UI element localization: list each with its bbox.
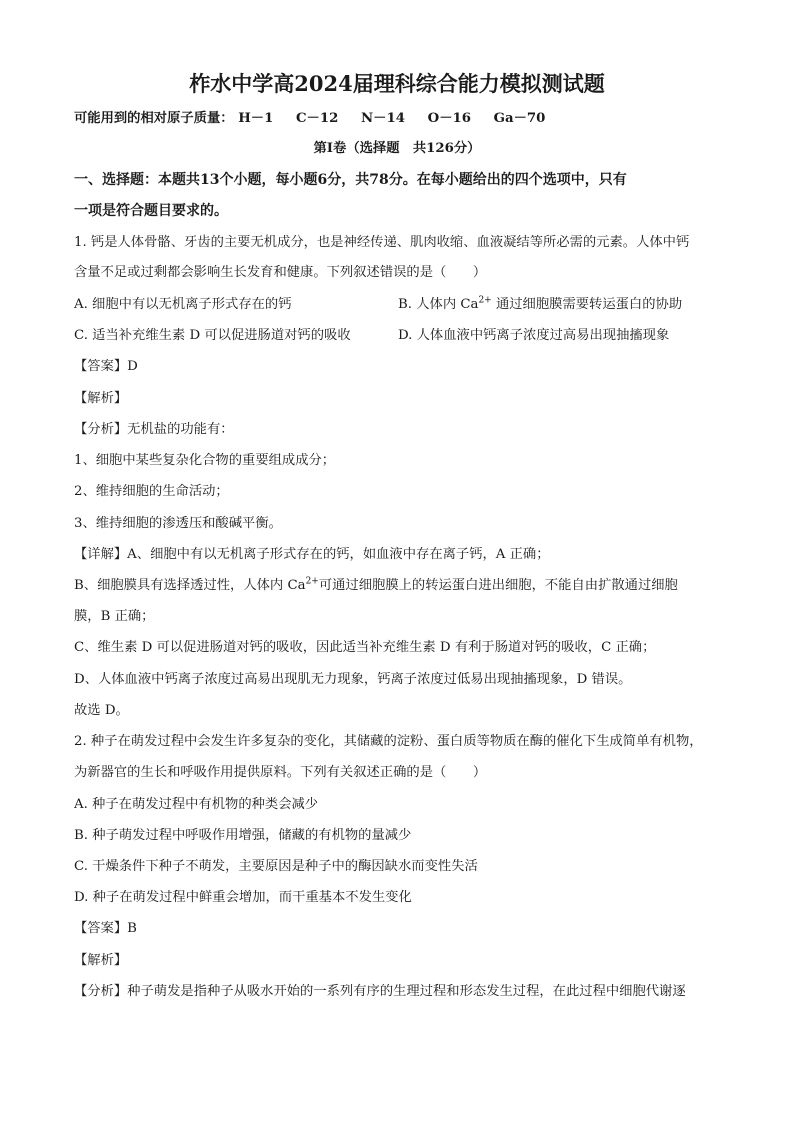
q1-detail-b-line-1: [74, 576, 734, 596]
section-title: 第Ⅰ卷（选择题 共126分）: [313, 141, 481, 156]
q1-option-a: A. 细胞中有以无机离子形式存在的钙: [74, 297, 292, 312]
q1-analysis-head: 【分析】无机盐的功能有：: [74, 422, 234, 437]
q2-analysis-head: 【分析】种子萌发是指种子从吸水开始的一系列有序的生理过程和形态发生过程，在此过程中细胞代谢逐: [74, 984, 686, 999]
q1-detail-b-pre: B、细胞膜具有选择透过性，人体内 Ca: [74, 578, 306, 593]
q2-option-a: A. 种子在萌发过程中有机物的种类会减少: [74, 797, 319, 812]
q1-conclusion: 故选 D。: [74, 703, 129, 718]
q1-option-b-text-pre: B. 人体内 Ca: [398, 297, 479, 312]
q2-option-d: D. 种子在萌发过程中鲜重会增加，而干重基本不发生变化: [74, 890, 412, 905]
q1-detail-d: D、人体血液中钙离子浓度过高易出现肌无力现象，钙离子浓度过低易出现抽搐现象，D 错误。: [74, 672, 632, 687]
atomic-mass-ga: Ga－70: [493, 111, 546, 126]
q2-stem-line-2: 为新器官的生长和呼吸作用提供原料。下列有关叙述正确的是（ ）: [74, 765, 487, 780]
q1-detail-c: C、维生素 D 可以促进肠道对钙的吸收，因此适当补充维生素 D 有利于肠道对钙的吸收，C 正确；: [74, 640, 656, 655]
atomic-mass-n: N－14: [361, 111, 405, 126]
atomic-masses-line: [74, 109, 734, 129]
q1-option-b-superscript: 2+: [478, 295, 492, 306]
q1-detail-b-superscript: 2+: [305, 576, 319, 587]
q1-point-2: 2、维持细胞的生命活动；: [74, 484, 229, 499]
q2-option-b: B. 种子萌发过程中呼吸作用增强，储藏的有机物的量减少: [74, 828, 412, 843]
q2-stem-line-1: 2. 种子在萌发过程中会发生许多复杂的变化，其储藏的淀粉、蛋白质等物质在酶的催化下生成简单有机物，: [74, 734, 703, 749]
q1-detail-b-line-2: 膜，B 正确；: [74, 609, 155, 624]
page-title: 柞水中学高2024届理科综合能力模拟测试题: [189, 71, 605, 96]
q1-detail-a: 【详解】A、细胞中有以无机离子形式存在的钙，如血液中存在离子钙，A 正确；: [74, 547, 550, 562]
q2-analysis-label: 【解析】: [74, 953, 128, 968]
q1-point-1: 1、细胞中某些复杂化合物的重要组成成分；: [74, 453, 336, 468]
instructions-line-2: 一项是符合题目要求的。: [74, 203, 228, 219]
q1-answer: 【答案】D: [74, 359, 138, 374]
q2-option-c: C. 干燥条件下种子不萌发，主要原因是种子中的酶因缺水而变性失活: [74, 859, 478, 874]
q1-point-3: 3、维持细胞的渗透压和酸碱平衡。: [74, 516, 282, 531]
q1-detail-b-post: 可通过细胞膜上的转运蛋白进出细胞，不能自由扩散通过细胞: [318, 578, 678, 593]
q1-option-b: [398, 295, 682, 315]
q1-analysis-label: 【解析】: [74, 391, 128, 406]
q1-stem-line-2: 含量不足或过剩都会影响生长发育和健康。下列叙述错误的是（ ）: [74, 265, 487, 280]
q2-answer: 【答案】B: [74, 921, 137, 936]
q1-option-b-text-post: 通过细胞膜需要转运蛋白的协助: [491, 297, 683, 312]
q1-option-c: C. 适当补充维生素 D 可以促进肠道对钙的吸收: [74, 328, 351, 343]
atomic-mass-c: C－12: [295, 111, 339, 126]
q1-option-d: D. 人体血液中钙离子浓度过高易出现抽搐现象: [398, 328, 670, 343]
q1-stem-line-1: 1. 钙是人体骨骼、牙齿的主要无机成分，也是神经传递、肌肉收缩、血液凝结等所必需的元素。人体中钙: [74, 235, 690, 250]
atomic-mass-o: O－16: [427, 111, 471, 126]
atomic-masses-label: 可能用到的相对原子质量：: [74, 111, 234, 126]
atomic-mass-h: H－1: [238, 111, 274, 126]
instructions-line-1: 一、选择题：本题共13个小题，每小题6分，共78分。在每小题给出的四个选项中，只有: [74, 172, 627, 188]
